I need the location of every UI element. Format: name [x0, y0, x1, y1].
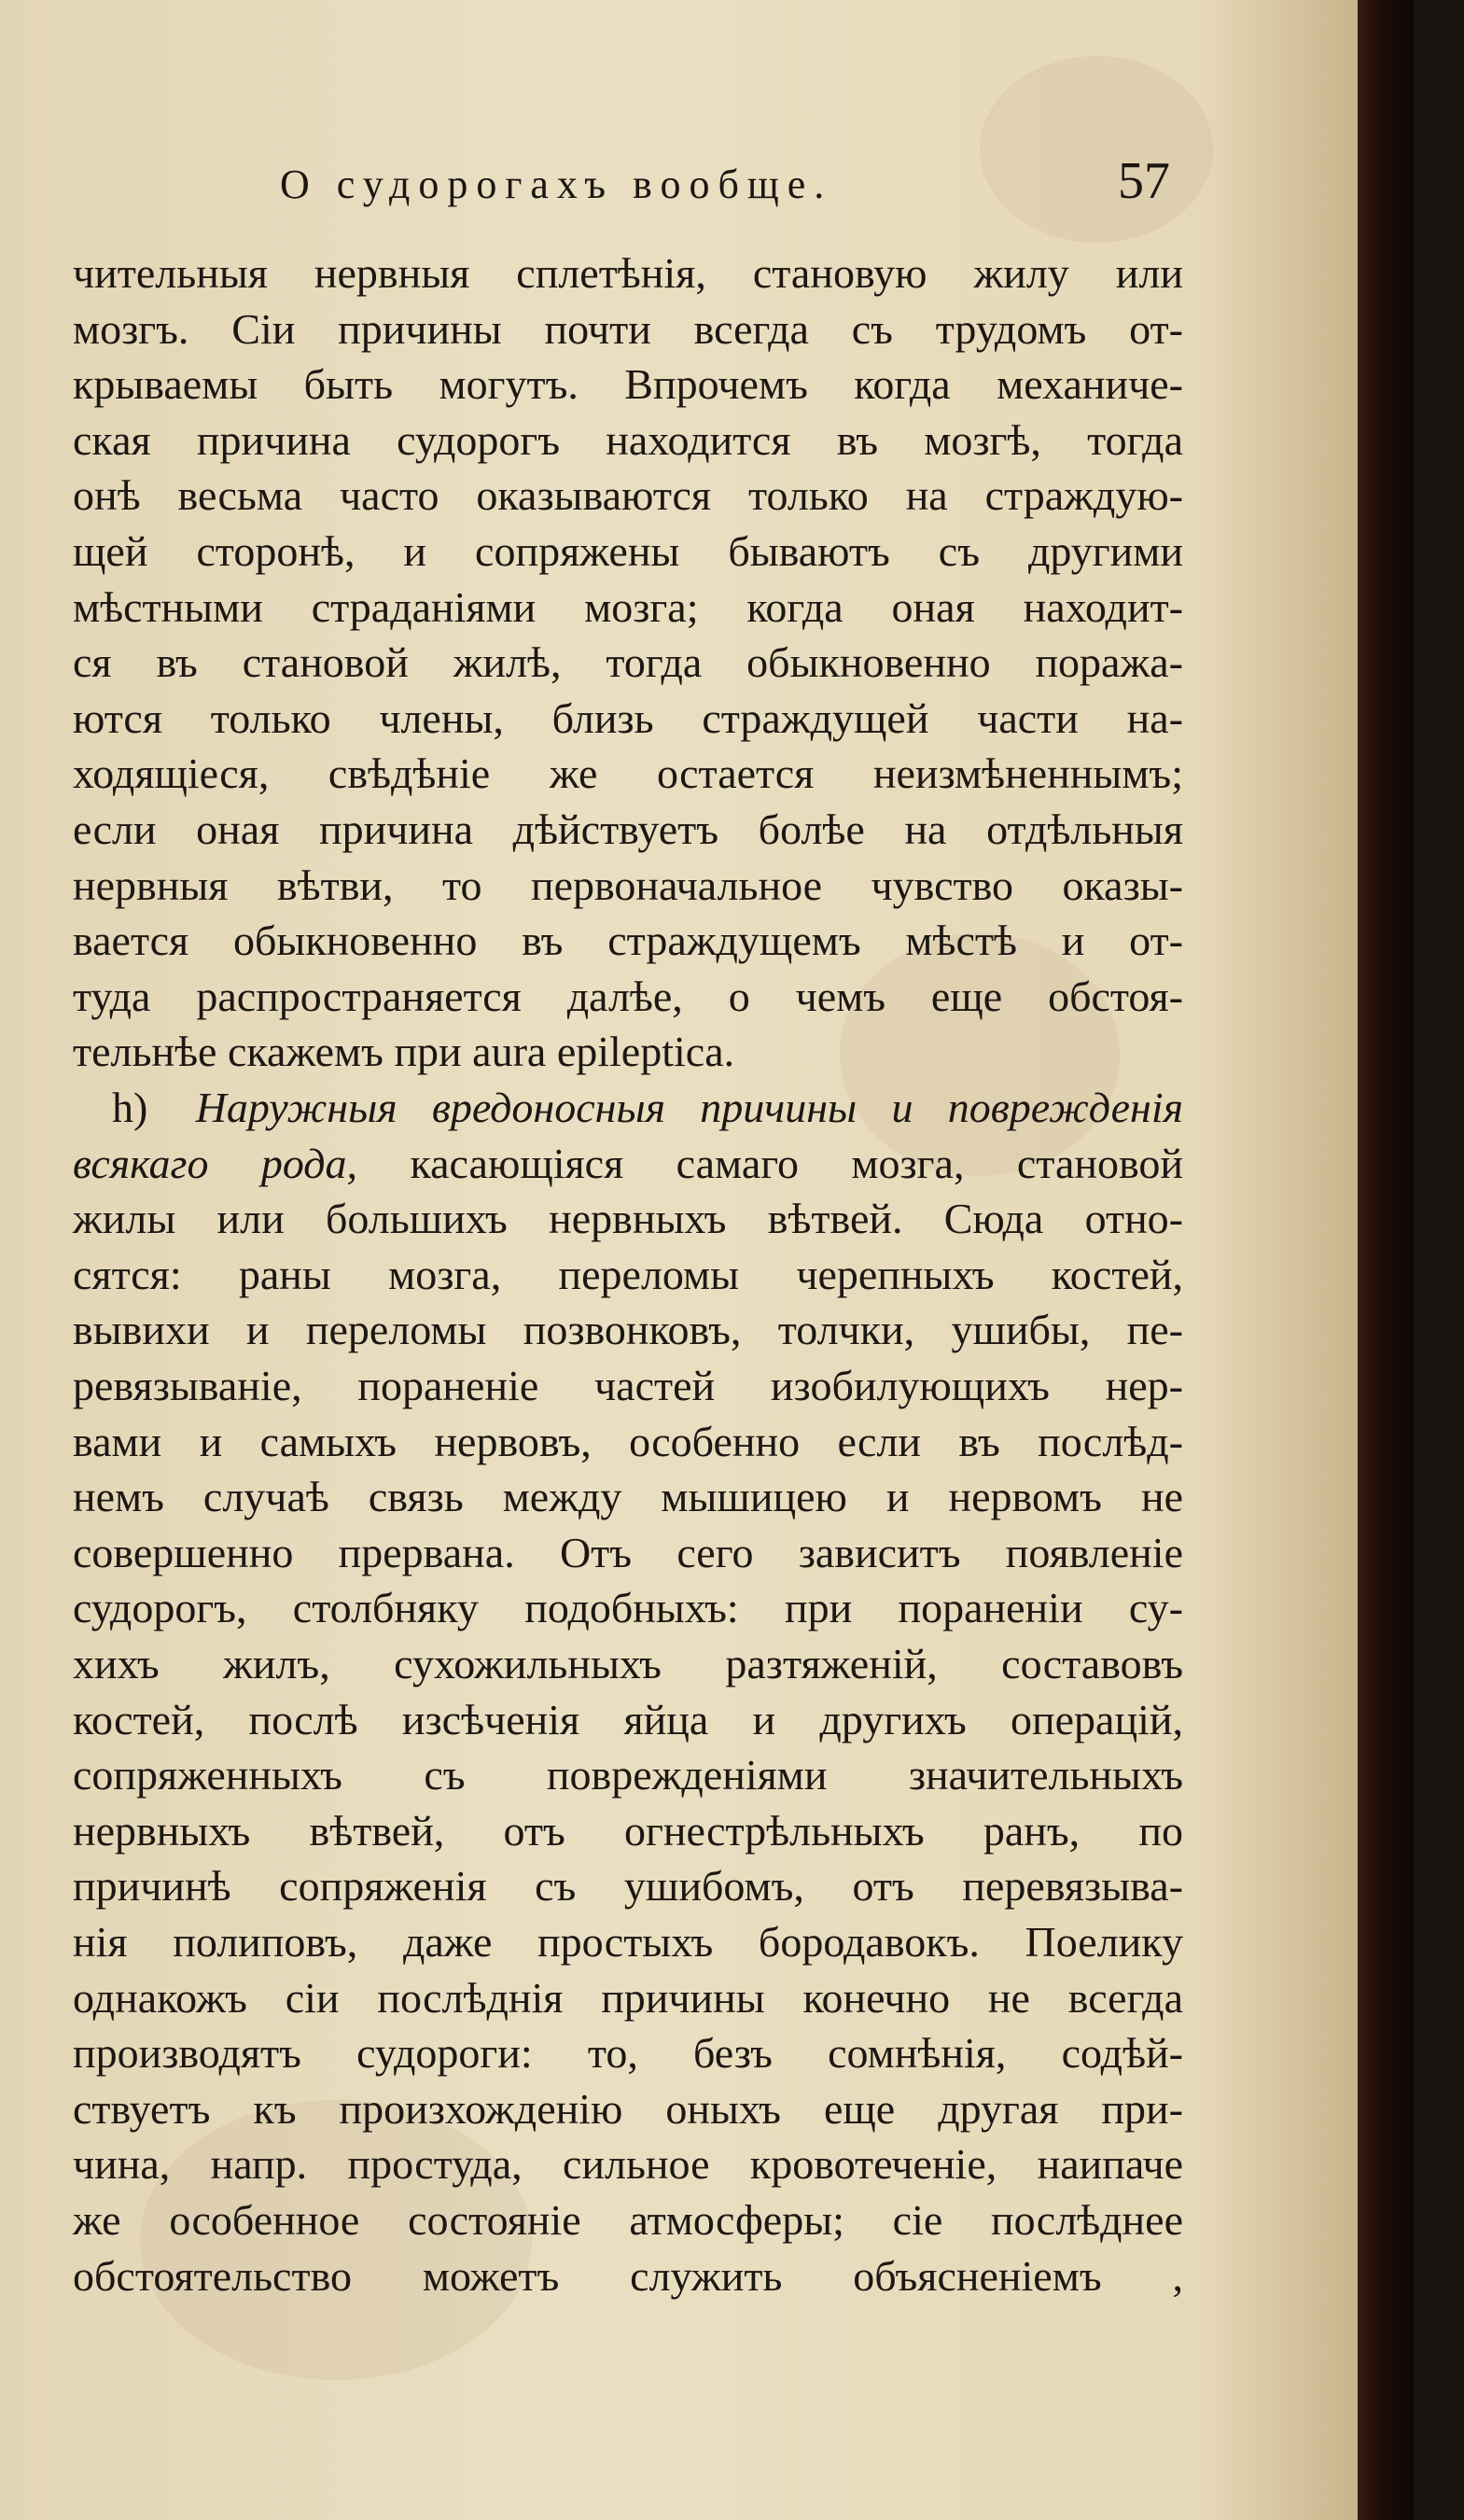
text-line: же особенное состояніе атмосферы; сіе послѣднее	[73, 2196, 1183, 2244]
text-line: нервныя вѣтви, то первоначальное чувство оказы-	[73, 861, 1183, 909]
text-line: ются только члены, близь страждущей части на-	[73, 693, 1183, 742]
text-line: нія полиповъ, даже простыхъ бородавокъ. Поелику	[73, 1918, 1183, 1966]
text-line: обстоятельство можетъ служить объясненіемъ ,	[73, 2251, 1183, 2300]
paragraph-first-line	[112, 1079, 1183, 1137]
text-line: ревязываніе, пораненіе частей изобилующихъ нер-	[73, 1362, 1183, 1409]
text-line: однакожъ сіи послѣднія причины конечно не всегда	[73, 1973, 1183, 2022]
text-line: чина, напр. простуда, сильное кровотеченіе, наипаче	[73, 2140, 1183, 2189]
page-number: 57	[1118, 152, 1170, 210]
text-line: вывихи и переломы позвонковъ, толчки, ушибы, пе-	[73, 1306, 1183, 1354]
text-line: ствуетъ къ произхожденію оныхъ еще другая при-	[73, 2084, 1183, 2133]
text-line: ская причина судорогъ находится въ мозгѣ, тогда	[73, 415, 1183, 464]
text-line: ся въ становой жилѣ, тогда обыкновенно поража-	[73, 638, 1183, 687]
text-line: вами и самыхъ нервовъ, особенно если въ послѣд-	[73, 1417, 1183, 1465]
text-line: мозгъ. Сіи причины почти всегда съ трудомъ от-	[73, 304, 1183, 353]
text-line: причинѣ сопряженія съ ушибомъ, отъ перевязыва-	[73, 1862, 1183, 1911]
text-line	[73, 1135, 1183, 1193]
text-line: сятся: раны мозга, переломы черепныхъ костей,	[73, 1250, 1183, 1298]
italic-phrase: Наружныя вредоносныя причины и поврежденія	[195, 1084, 1184, 1131]
text-line: онѣ весьма часто оказываются только на страждую-	[73, 471, 1183, 520]
text-line: чительныя нервныя сплетѣнія, становую жилу или	[73, 249, 1183, 297]
text-line: крываемы быть могутъ. Впрочемъ когда механиче-	[73, 360, 1183, 409]
text-line: нервныхъ вѣтвей, отъ огнестрѣльныхъ ранъ, по	[73, 1806, 1183, 1855]
text-line: жилы или большихъ нервныхъ вѣтвей. Сюда отно-	[73, 1195, 1183, 1243]
text-fragment: касающіяся самаго мозга, становой	[410, 1139, 1184, 1187]
text-line: туда распространяется далѣе, о чемъ еще обстоя-	[73, 972, 1183, 1020]
book-edge	[1358, 0, 1414, 2520]
text-line: сопряженныхъ съ поврежденіями значительныхъ	[73, 1751, 1183, 1799]
text-line: хихъ жилъ, сухожильныхъ разтяженій, составовъ	[73, 1640, 1183, 1687]
paragraph-marker: h)	[112, 1084, 148, 1131]
running-head: О судорогахъ вообще.	[280, 161, 833, 207]
text-line: вается обыкновенно въ страждущемъ мѣстѣ и от-	[73, 917, 1183, 965]
text-line: немъ случаѣ связь между мышицею и нервомъ не	[73, 1473, 1183, 1521]
text-line: щей сторонѣ, и сопряжены бываютъ съ другими	[73, 527, 1183, 575]
italic-phrase: всякаго рода,	[73, 1139, 358, 1187]
text-line: тельнѣе скажемъ при aura epileptica.	[73, 1028, 735, 1076]
text-line: производятъ судороги: то, безъ сомнѣнія, содѣй-	[73, 2029, 1183, 2078]
text-line: судорогъ, столбняку подобныхъ: при пораненіи су-	[73, 1584, 1183, 1632]
text-line: костей, послѣ изсѣченія яйца и другихъ операцій,	[73, 1695, 1183, 1743]
text-line: совершенно прервана. Отъ сего зависитъ появленіе	[73, 1528, 1183, 1576]
text-line: мѣстными страданіями мозга; когда оная находит-	[73, 582, 1183, 631]
text-line: ходящіеся, свѣдѣніе же остается неизмѣненнымъ;	[73, 749, 1183, 798]
text-line: если оная причина дѣйствуетъ болѣе на отдѣльныя	[73, 805, 1183, 853]
